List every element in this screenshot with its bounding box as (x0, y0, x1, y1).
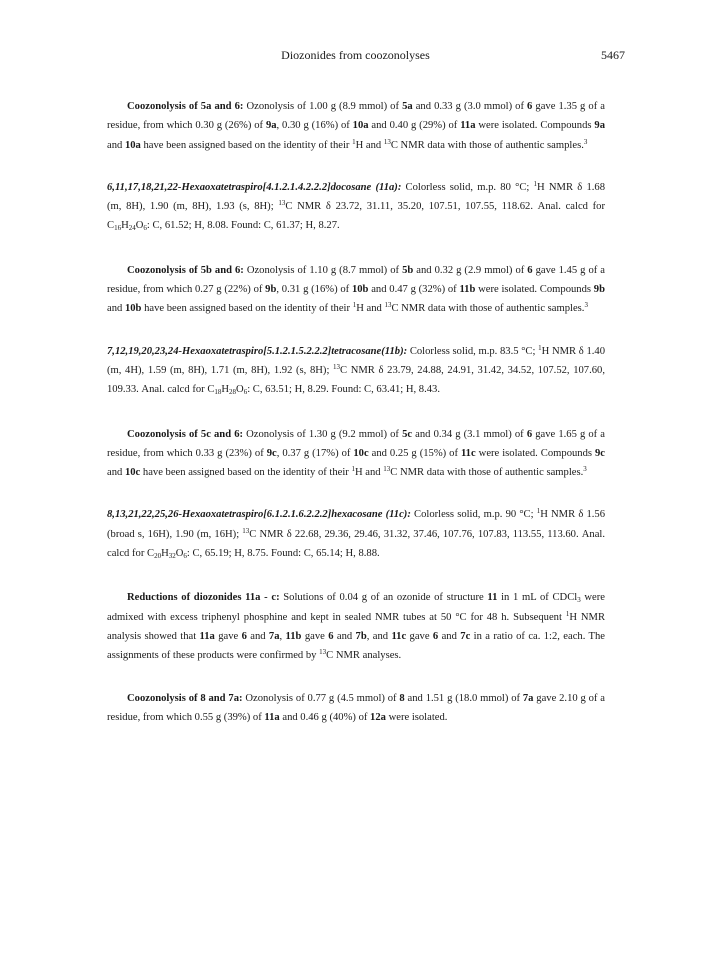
text-run: O (135, 220, 144, 232)
text-run: and (438, 630, 461, 642)
subscript: 24 (128, 224, 136, 233)
text-run: , and (366, 630, 392, 642)
subscript: 16 (114, 224, 122, 233)
superscript: 13 (278, 199, 286, 208)
bold-text: 10a (352, 120, 369, 132)
text-run: O (175, 548, 184, 560)
text-run: H (221, 384, 230, 396)
text-run: were isolated. Compounds (475, 284, 594, 296)
text-run: Colorless solid, m.p. 83.5 °C; (407, 345, 539, 357)
text-run: O (236, 384, 244, 396)
superscript: 1 (536, 507, 541, 516)
bold-text: 9a (265, 120, 277, 132)
text-run: H NMR δ 1.40 (m, 4H), 1.59 (m, 8H), 1.71 (m, 8H), 1.92 (s, 8H); (107, 345, 605, 376)
bold-text: 6 (432, 630, 439, 642)
superscript: 1 (352, 301, 357, 310)
text-run: and 0.34 g (3.1 mmol) of (412, 428, 527, 440)
text-run: C NMR analyses. (326, 650, 402, 662)
bold-text: 10b (124, 303, 142, 315)
text-run: have been assigned based on the identity of their (141, 303, 353, 315)
text-run: were admixed with excess triphenyl phosphine and kept in sealed NMR tubes at 50 °C for 48 h. Subsequent (107, 592, 605, 623)
subscript: 20 (154, 552, 162, 561)
text-run: , 0.37 g (17%) of (276, 447, 354, 459)
superscript: 1 (352, 137, 356, 146)
text-run: and 0.46 g (40%) of (279, 711, 371, 723)
article-body (107, 97, 605, 750)
bold-text: 5c (402, 428, 413, 440)
text-run: and 0.33 g (3.0 mmol) of (412, 101, 528, 112)
superscript: 1 (533, 179, 538, 188)
superscript: 13 (319, 648, 327, 657)
superscript: 3 (583, 465, 587, 474)
bold-text: Coozonolysis of 5a and 6: (127, 101, 244, 112)
text-run: H and (356, 303, 385, 315)
text-run: gave 2.10 g of a residue, from which 0.55 g (39%) of (107, 692, 605, 723)
text-run: in a ratio of ca. 1:2, each. The assignments of these products were confirmed by (107, 630, 606, 662)
bold-text: 11b (285, 630, 302, 642)
superscript: 1 (351, 465, 355, 474)
text-run: : C, 65.19; H, 8.75. Found: C, 65.14; H, 8.88. (186, 548, 380, 560)
bold-text: 11c (391, 630, 407, 642)
text-run: H NMR δ 1.56 (broad s, 16H), 1.90 (m, 16H); (107, 509, 606, 540)
text-run: H (161, 548, 169, 560)
text-run: in 1 mL of CDCl (497, 592, 578, 604)
text-run: C NMR δ 22.68, 29.36, 29.46, 31.32, 37.46, 107.76, 107.83, 113.55, 113.60. Anal. calcd for C (107, 528, 605, 560)
running-title: Diozonides from coozonolyses (281, 48, 430, 62)
text-run: and (107, 139, 125, 151)
bold-text: 9b (593, 284, 605, 296)
compound-name: 6,11,17,18,21,22-Hexaoxatetraspiro[4.1.2.1.4.2.2.2]docosane (11a): (107, 181, 402, 193)
text-run: H NMR δ 1.68 (m, 8H), 1.90 (m, 8H), 1.93 (s, 8H); (107, 181, 605, 213)
text-run: have been assigned based on the identity of their (140, 139, 353, 151)
bold-text: 7a (522, 692, 534, 704)
bold-text: 9b (265, 284, 277, 296)
bold-text: 5b (402, 264, 414, 276)
bold-text: 5a (402, 101, 413, 112)
text-run: C NMR data with those of authentic samples. (390, 139, 584, 151)
text-run: gave 1.65 g of a residue, from which 0.33 g (23%) of (107, 428, 606, 459)
text-run: Ozonolysis of 1.10 g (8.7 mmol) of (243, 264, 403, 276)
bold-text: Reductions of diozonides 11a - c: (127, 592, 280, 604)
compound-name: 8,13,21,22,25,26-Hexaoxatetraspiro[6.1.2.1.6.2.2.2]hexacosane (11c): (107, 509, 411, 521)
text-run: and (107, 303, 125, 315)
text-run: Solutions of 0.04 g of an ozonide of structure (279, 592, 488, 604)
text-run: Ozonolysis of 1.30 g (9.2 mmol) of (243, 428, 403, 440)
superscript: 1 (565, 609, 570, 618)
text-run: Ozonolysis of 1.00 g (8.9 mmol) of (243, 101, 403, 112)
bold-text: 7a (268, 630, 280, 642)
text-run: were isolated. Compounds (475, 447, 595, 459)
paragraph-coozonolysis-5a-6 (107, 97, 605, 155)
bold-text: 10b (351, 284, 369, 296)
subscript: 6 (183, 552, 187, 561)
superscript: 13 (242, 526, 250, 535)
paragraph-compound-11a (107, 178, 605, 236)
compound-name: 7,12,19,20,23,24-Hexaoxatetraspiro[5.1.2.1.5.2.2.2]tetracosane(11b): (107, 345, 408, 357)
paragraph-compound-11b (107, 342, 605, 400)
bold-text: 11 (487, 592, 498, 604)
text-run: gave 1.35 g of a residue, from which 0.30 g (26%) of (107, 101, 605, 132)
page-number: 5467 (601, 48, 625, 62)
subscript: 28 (229, 388, 237, 397)
bold-text: 9c (595, 447, 605, 459)
bold-text: 6 (527, 264, 533, 276)
text-run: and (246, 630, 269, 642)
paragraph-coozonolysis-8-7a (107, 689, 605, 728)
superscript: 13 (383, 137, 391, 146)
text-run: were isolated. Compounds (475, 120, 595, 132)
text-run: and (107, 467, 125, 479)
bold-text: 11a (264, 711, 280, 723)
bold-text: 6 (527, 101, 533, 112)
bold-text: Coozonolysis of 5b and 6: (127, 264, 244, 276)
subscript: 6 (143, 224, 147, 233)
subscript: 3 (577, 596, 581, 605)
text-run: and 0.47 g (32%) of (368, 284, 460, 296)
bold-text: Coozonolysis of 8 and 7a: (127, 692, 243, 704)
bold-text: 11b (459, 284, 476, 296)
text-run: have been assigned based on the identity of their (140, 467, 352, 479)
bold-text: 10c (353, 447, 369, 459)
text-run: C NMR δ 23.72, 31.11, 35.20, 107.51, 107.55, 118.62. Anal. calcd for C (107, 201, 605, 232)
text-run: Colorless solid, m.p. 80 °C; (401, 181, 534, 193)
text-run: C NMR data with those of authentic samples. (390, 467, 584, 479)
text-run: gave (214, 630, 242, 642)
bold-text: 9c (266, 447, 277, 459)
text-run: , 0.30 g (16%) of (276, 120, 353, 132)
paragraph-coozonolysis-5c-6 (107, 425, 605, 483)
text-run: gave (406, 630, 433, 642)
text-run: were isolated. (385, 711, 448, 723)
paragraph-reductions-11a-c (107, 588, 605, 665)
bold-text: 8 (399, 692, 405, 704)
text-run: : C, 63.51; H, 8.29. Found: C, 63.41; H, 8.43. (247, 384, 440, 396)
bold-text: 12a (370, 711, 386, 723)
text-run: , (279, 630, 286, 642)
text-run: and 0.40 g (29%) of (368, 120, 461, 132)
text-run: H and (355, 139, 384, 151)
bold-text: 7b (355, 630, 367, 642)
text-run: H and (354, 467, 384, 479)
page-header (0, 48, 711, 66)
bold-text: 7c (460, 630, 471, 642)
bold-text: 10a (124, 139, 141, 151)
text-run: H NMR analysis showed that (107, 611, 606, 642)
text-run: and (333, 630, 356, 642)
subscript: 32 (168, 552, 176, 561)
text-run: : C, 61.52; H, 8.08. Found: C, 61.37; H, 8.27. (146, 220, 340, 232)
bold-text: 6 (526, 428, 533, 440)
text-run: gave 1.45 g of a residue, from which 0.27 g (22%) of (107, 264, 605, 296)
text-run: C NMR δ 23.79, 24.88, 24.91, 31.42, 34.52, 107.52, 107.60, 109.33. Anal. calcd for C (107, 364, 605, 396)
text-run: C NMR data with those of authentic samples. (391, 303, 585, 315)
text-run: H (121, 220, 129, 232)
superscript: 3 (584, 301, 588, 310)
bold-text: 11a (460, 120, 476, 132)
superscript: 1 (538, 343, 542, 352)
bold-text: 11a (199, 630, 215, 642)
superscript: 3 (583, 137, 588, 146)
bold-text: 10c (124, 467, 141, 479)
bold-text: 9a (594, 120, 605, 132)
text-run: gave (301, 630, 329, 642)
bold-text: 11c (460, 447, 476, 459)
text-run: and 0.32 g (2.9 mmol) of (413, 264, 528, 276)
superscript: 13 (384, 301, 392, 310)
subscript: 18 (214, 388, 222, 397)
bold-text: 6 (328, 630, 334, 642)
superscript: 13 (383, 465, 391, 474)
bold-text: 6 (241, 630, 247, 642)
text-run: , 0.31 g (16%) of (276, 284, 352, 296)
paragraph-coozonolysis-5b-6 (107, 261, 605, 319)
text-run: and 1.51 g (18.0 mmol) of (404, 692, 523, 704)
subscript: 6 (243, 388, 248, 397)
text-run: Colorless solid, m.p. 90 °C; (410, 509, 537, 521)
bold-text: Coozonolysis of 5c and 6: (127, 428, 244, 440)
text-run: Ozonolysis of 0.77 g (4.5 mmol) of (242, 692, 400, 704)
text-run: and 0.25 g (15%) of (368, 447, 461, 459)
paragraph-compound-11c (107, 505, 605, 563)
superscript: 13 (333, 362, 341, 371)
